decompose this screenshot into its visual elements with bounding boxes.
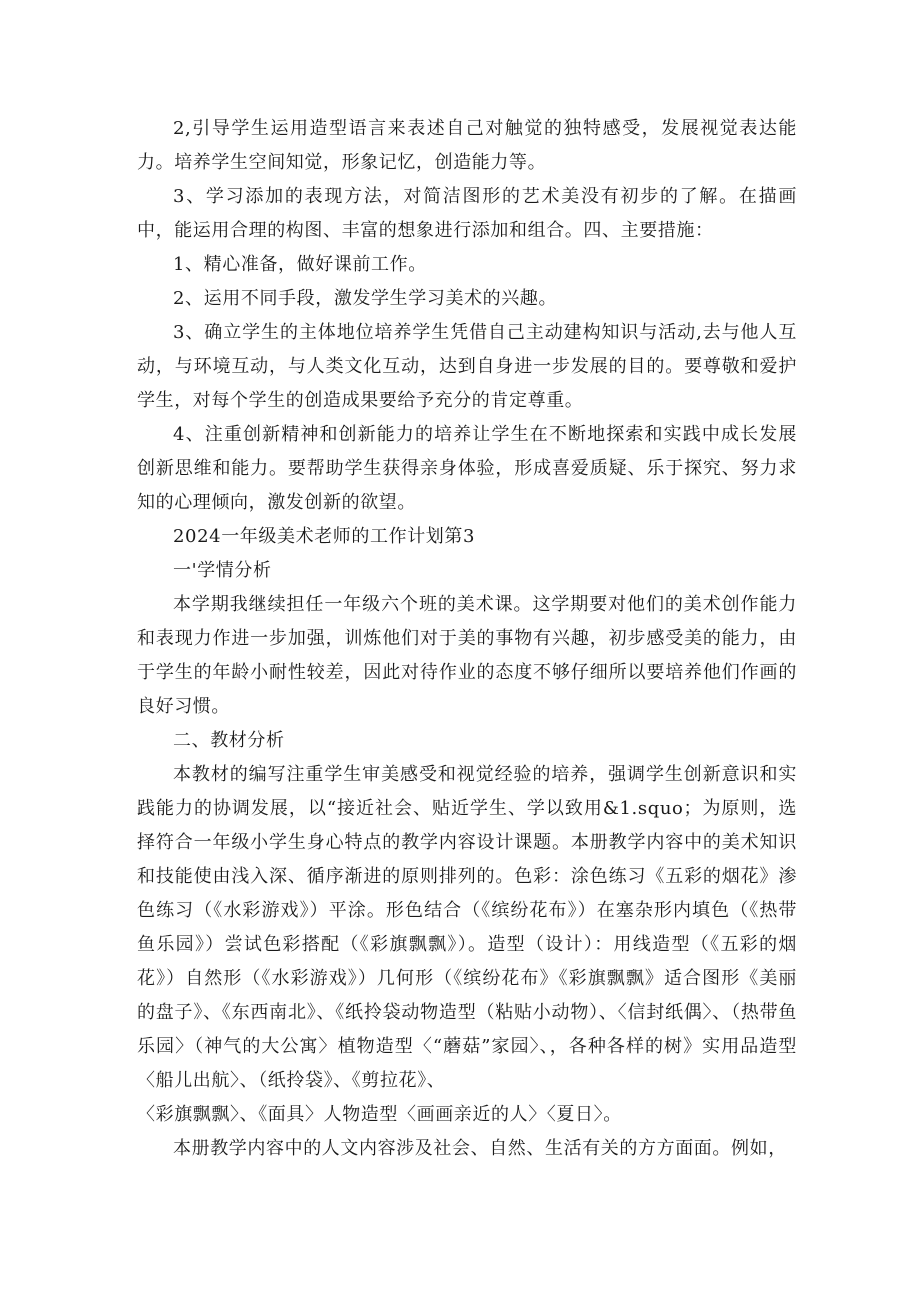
paragraph-student-analysis: 本学期我继续担任一年级六个班的美术课。这学期要对他们的美术创作能力和表现力作进一步加强，训炼他们对于美的事物有兴趣，初步感受美的能力，由于学生的年龄小耐性较差，因此对待作业的态度不够仔细所以要培养他们作画的良好习惯。 [137, 594, 797, 717]
paragraph-measure-1: 1、精心准备，做好课前工作。 [173, 254, 427, 275]
heading-textbook-analysis: 二、教材分析 [173, 730, 285, 751]
heading-student-analysis: 一'学情分析 [173, 560, 272, 581]
paragraph-measure-4: 4、注重创新精神和创新能力的培养让学生在不断地探索和实践中成长发展创新思维和能力。要帮助学生获得亲身体验，形成喜爱质疑、乐于探究、努力求知的心理倾向，激发创新的欲望。 [137, 424, 797, 513]
document-body [137, 112, 797, 1166]
paragraph-textbook-analysis: 本教材的编写注重学生审美感受和视觉经验的培养，强调学生创新意识和实践能力的协调发展，以“接近社会、贴近学生、学以致用&1.squo；为原则，选择符合一年级小学生身心特点的教学内容设计课题。本册教学内容中的美术知识和技能使由浅入深、循序渐进的原则排列的。色彩：涂色练习《五彩的烟花》渗色练习（《水彩游戏》）平涂。形色结合（《缤纷花布》）在塞杂形内填色（《热带鱼乐园》）尝试色彩搭配（《彩旗飘飘》）。造型（设计）：用线造型（《五彩的烟花》）自然形（《水彩游戏》）几何形（《缤纷花布》《彩旗飘飘》适合图形《美丽的盘子》、《东西南北》、《纸拎袋动物造型（粘贴小动物）、〈信封纸偶〉、（热带鱼乐园〉（神气的大公寓〉植物造型〈“蘑菇”家园〉、，各种各样的树》实用品造型〈船儿出航〉、（纸拎袋》、《剪拉花》、 [137, 764, 797, 1091]
paragraph-humanities: 本册教学内容中的人文内容涉及社会、自然、生活有关的方方面面。例如， [173, 1138, 787, 1159]
paragraph-goal-3: 3、学习添加的表现方法，对简洁图形的艺术美没有初步的了解。在描画中，能运用合理的构图、丰富的想象进行添加和组合。四、主要措施： [137, 186, 797, 241]
section-title: 2024一年级美术老师的工作计划第3 [173, 526, 476, 547]
paragraph-measure-2: 2、运用不同手段，激发学生学习美术的兴趣。 [173, 288, 558, 309]
paragraph-goal-2: 2,引导学生运用造型语言来表述自己对触觉的独特感受，发展视觉表达能力。培养学生空间知觉，形象记忆，创造能力等。 [137, 118, 797, 173]
paragraph-textbook-analysis-cont: 〈彩旗飘飘〉、《面具〉人物造型〈画画亲近的人〉〈夏日〉。 [137, 1104, 622, 1125]
paragraph-measure-3: 3、确立学生的主体地位培养学生凭借自己主动建构知识与活动,去与他人互动，与环境互动，与人类文化互动，达到自身进一步发展的目的。要尊敬和爱护学生，对每个学生的创造成果要给予充分的肯定尊重。 [137, 322, 797, 411]
